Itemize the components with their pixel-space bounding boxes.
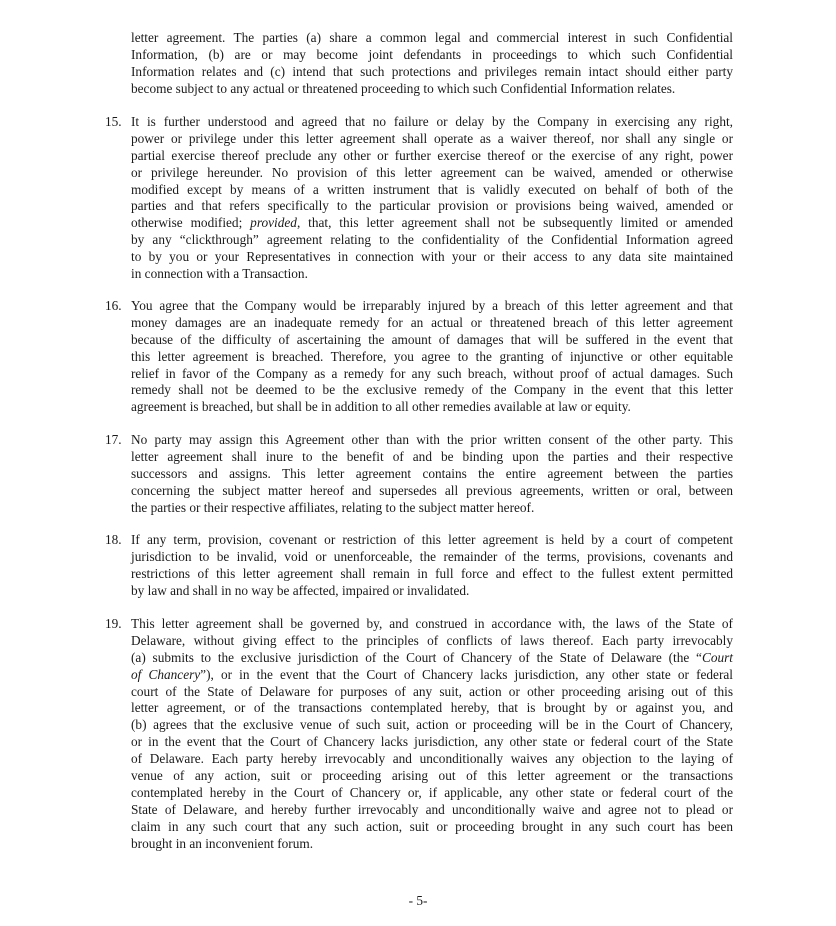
paragraph-line: to by you or your Representatives in connection with your or their access to any data site maintained [131,249,733,265]
section-19 [105,616,733,852]
paragraph-line: remedy shall not be deemed to be the exclusive remedy of the Company in the event that this letter [131,382,733,398]
paragraph-line: letter agreement, or of the transactions contemplated hereby, that is brought by or against you, and [131,700,733,716]
paragraph-line: otherwise modified; provided, that, this letter agreement shall not be subsequently limited or amended [131,215,733,231]
paragraph-line: You agree that the Company would be irreparably injured by a breach of this letter agreement and that [131,298,733,313]
paragraph-line: (a) submits to the exclusive jurisdiction of the Court of Chancery of the State of Delaware (the “Court [131,649,733,665]
section-number: 17. [105,432,122,447]
page-number: - 5- [408,893,428,908]
paragraph-line: by law and shall in no way be affected, impaired or invalidated. [131,582,470,598]
paragraph-line: in connection with a Transaction. [131,266,308,282]
paragraph-line: the parties or their respective affiliates, relating to the subject matter hereof. [131,499,535,515]
paragraph-line: venue of any action, suit or proceeding arising out of this letter agreement or the transactions [131,768,733,784]
section-15 [105,114,733,283]
paragraph-line: Delaware, without giving effect to the principles of conflicts of laws thereof. Each party irrevocably [131,632,733,648]
paragraph-line: of Delaware. Each party hereby irrevocably and unconditionally waives any objection to the laying of [131,751,733,767]
paragraph-line: concerning the subject matter hereof and supersedes all previous agreements, written or oral, between [131,482,733,498]
italic-term: provided [250,215,297,231]
paragraph-line: partial exercise thereof preclude any other or further exercise thereof or the exercise of any right, power [131,147,733,163]
paragraph-line: relief in favor of the Company as a remedy for any such breach, without proof of actual damages. Such [131,365,733,381]
paragraph-line: because of the difficulty of ascertaining the amount of damages that will be suffered in the event that [131,331,733,347]
paragraph-line: This letter agreement shall be governed by, and construed in accordance with, the laws of the State of [131,616,733,631]
italic-term: of Chancery [131,666,201,682]
paragraph-line: contemplated hereby in the Court of Chancery or, if applicable, any other state or federal court of the [131,784,733,800]
paragraph-line: successors and assigns. This letter agreement contains the entire agreement between the parties [131,465,733,481]
section-17 [105,432,733,516]
paragraph-line: Information relates and (c) intend that such protections and privileges remain intact should either party [131,63,733,79]
paragraph-line: It is further understood and agreed that no failure or delay by the Company in exercising any right, [131,114,733,129]
section-number: 18. [105,532,122,547]
paragraph-line: (b) agrees that the exclusive venue of such suit, action or proceeding will be in the Court of Chancery, [131,717,733,733]
paragraph-line: parties and that refers specifically to the particular provision or provisions being waived, amended or [131,198,733,214]
paragraph-line: agreement is breached, but shall be in addition to all other remedies available at law or equity. [131,399,631,415]
paragraph-line: brought in an inconvenient forum. [131,835,314,851]
paragraph-line: court of the State of Delaware for purposes of any suit, action or other proceeding arising out of this [131,683,733,699]
section-18 [105,532,733,600]
paragraph-line: or privilege hereunder. No provision of this letter agreement can be waived, amended or otherwise [131,164,733,180]
paragraph-line: jurisdiction to be invalid, void or unenforceable, the remainder of the terms, provisions, covenants and [131,548,733,564]
paragraph-line: or in the event that the Court of Chancery lacks jurisdiction, any other state or federal court of the State [131,734,733,750]
paragraph-line: Information, (b) are or may become joint defendants in proceedings to which such Confidential [131,46,733,62]
paragraph-line: modified except by means of a written instrument that is validly executed on behalf of both of the [131,181,733,197]
paragraph-line: State of Delaware, and hereby further irrevocably and unconditionally waive and agree not to plead or [131,801,733,817]
paragraph-line: restrictions of this letter agreement shall remain in full force and effect to the fullest extent permitted [131,565,733,581]
paragraph-line: If any term, provision, covenant or restriction of this letter agreement is held by a court of competent [131,532,733,547]
continuation-paragraph [131,30,733,98]
paragraph-line: letter agreement shall inure to the benefit of and be binding upon the parties and their respective [131,448,733,464]
paragraph-line: money damages are an inadequate remedy for an actual or threatened breach of this letter agreement [131,314,733,330]
paragraph-line: letter agreement. The parties (a) share a common legal and commercial interest in such Confidential [131,30,733,45]
section-16 [105,298,733,416]
paragraph-line: No party may assign this Agreement other than with the prior written consent of the other party. This [131,432,733,447]
italic-term: Court [701,649,733,665]
paragraph-line: claim in any such court that any such action, suit or proceeding brought in any such court has been [131,818,733,834]
paragraph-line: this letter agreement is breached. Therefore, you agree to the granting of injunctive or other equitable [131,348,733,364]
paragraph-line: power or privilege under this letter agreement shall operate as a waiver thereof, nor shall any single or [131,130,733,146]
paragraph-line: by any “clickthrough” agreement relating to the confidentiality of the Confidential Information agreed [131,232,733,248]
paragraph-line: become subject to any actual or threatened proceeding to which such Confidential Information relates. [131,80,676,96]
section-number: 15. [105,114,122,129]
paragraph-line: of Chancery”), or in the event that the Court of Chancery lacks jurisdiction, any other state or federal [131,666,733,682]
section-number: 16. [105,298,122,313]
section-number: 19. [105,616,122,631]
